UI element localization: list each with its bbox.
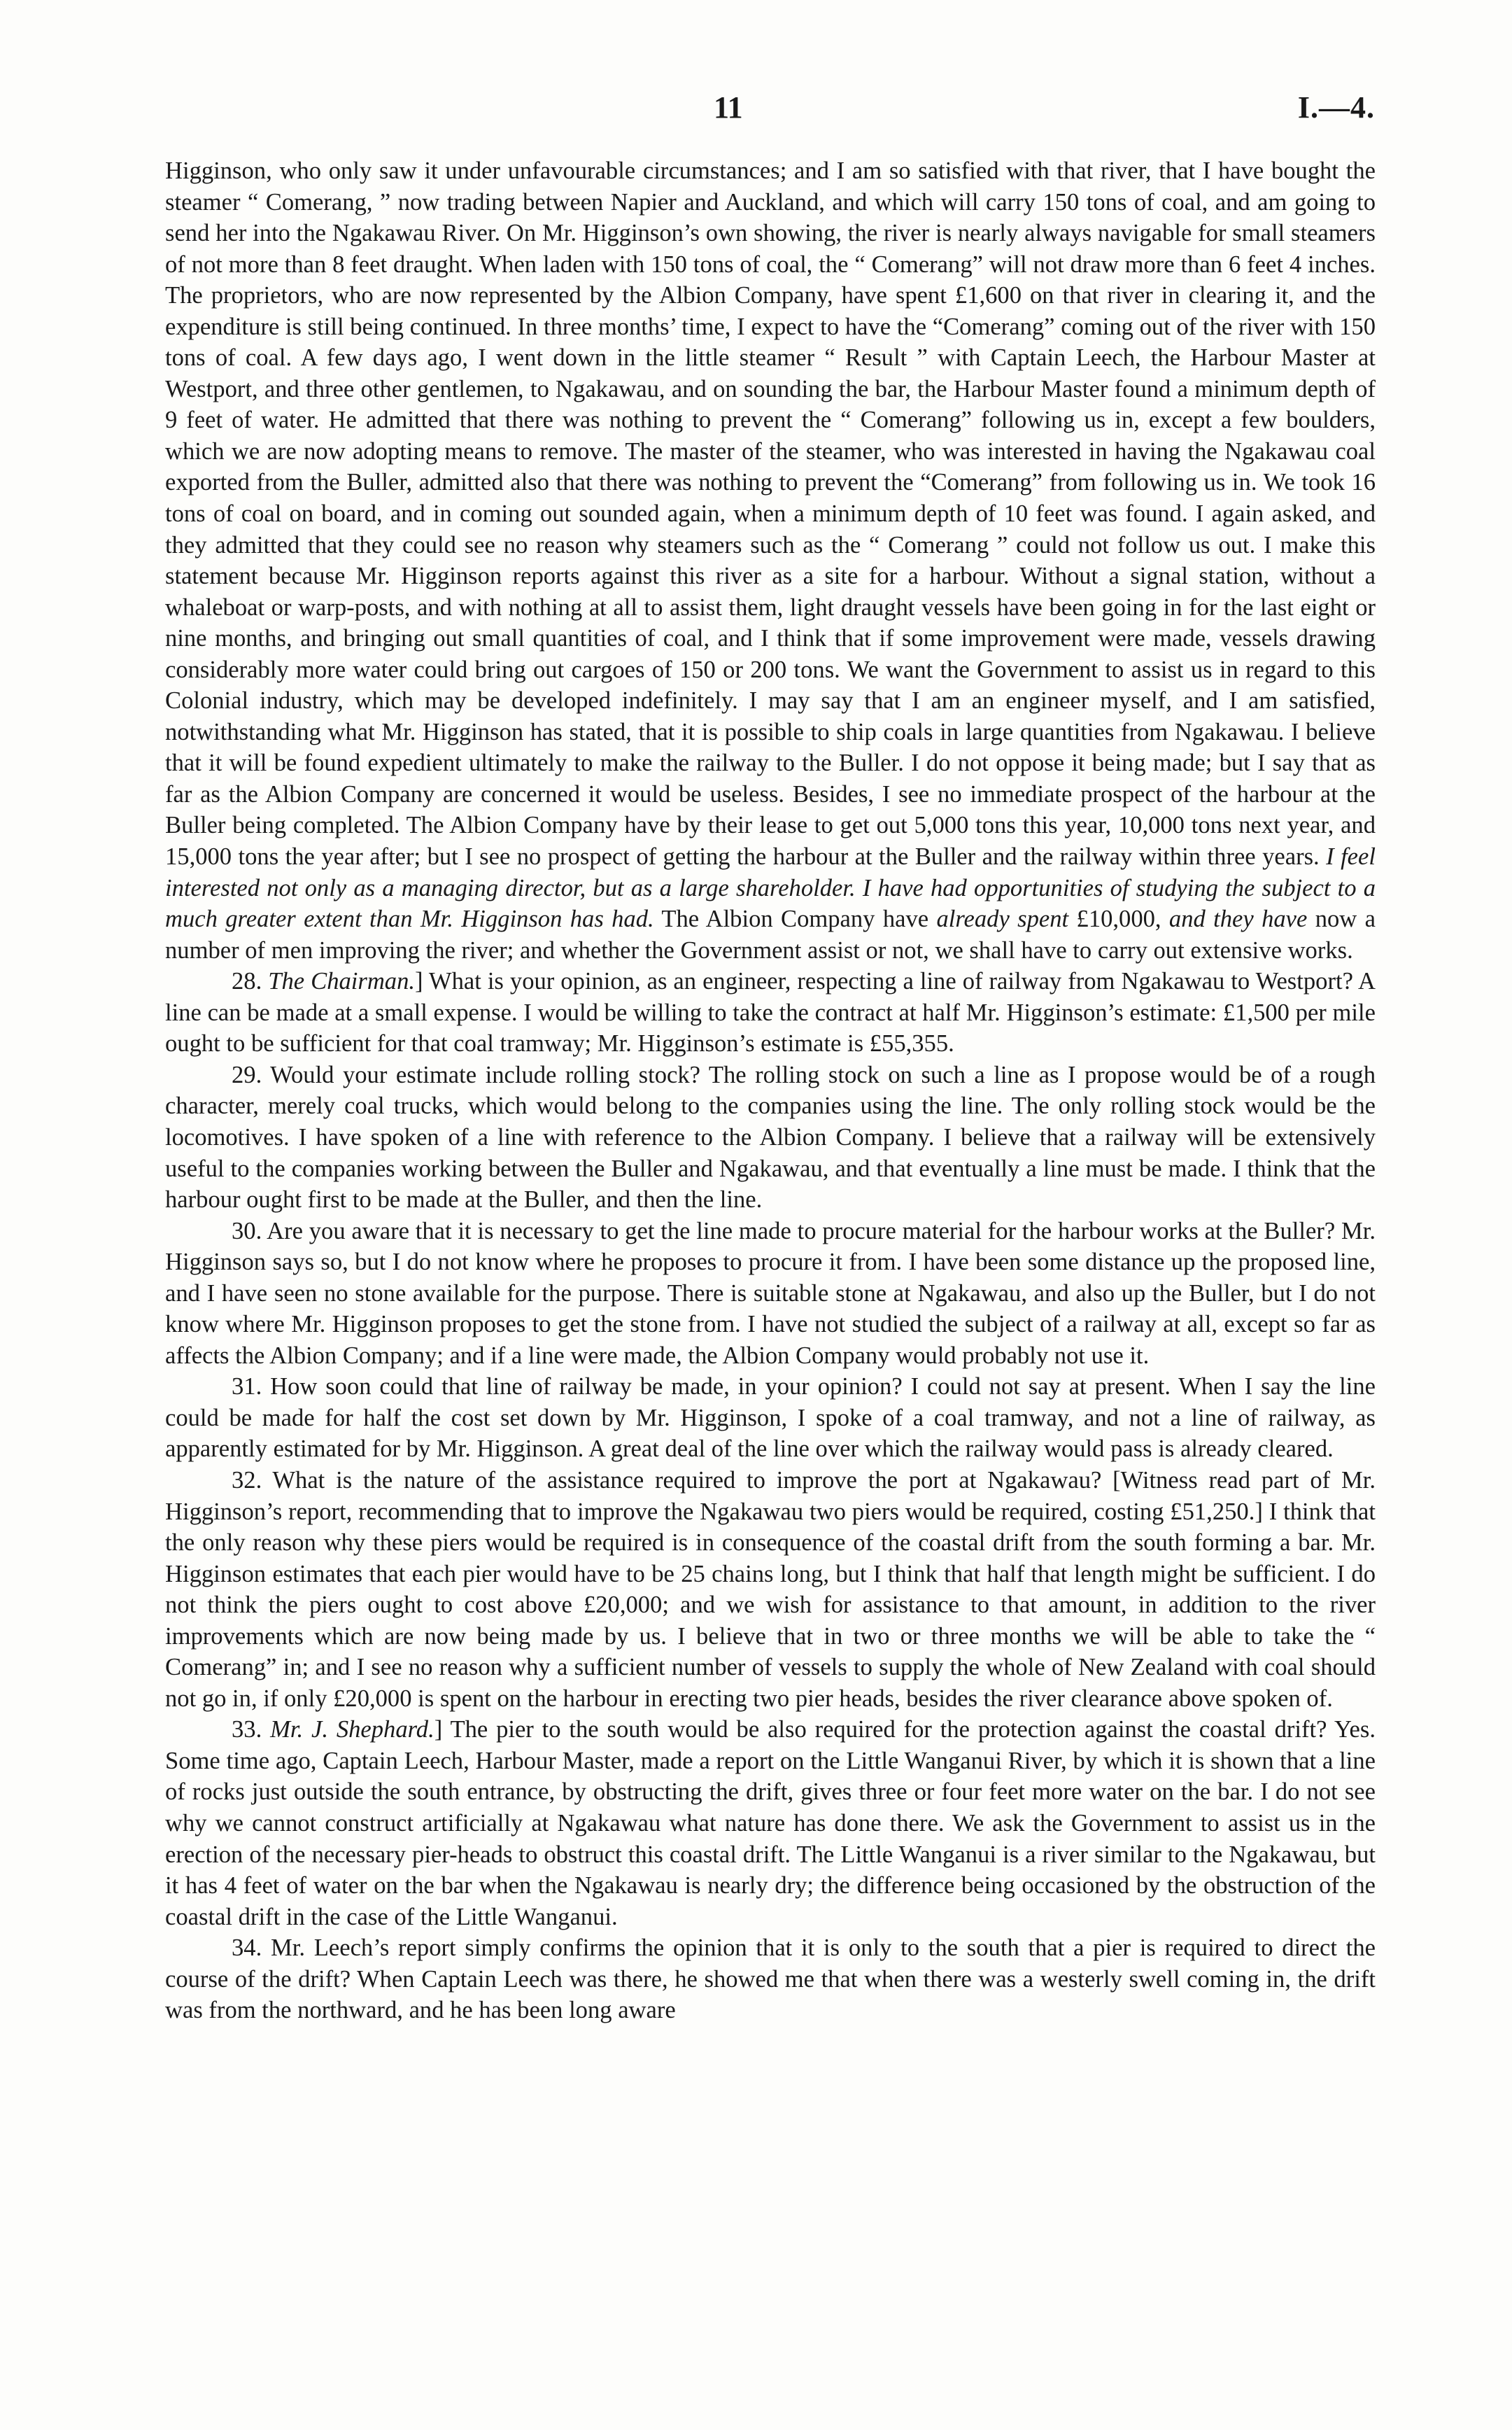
speaker-name: Mr. J. Shephard. [270, 1716, 434, 1743]
paragraph-continuation: Higginson, who only saw it under unfavourable circumstances; and I am so satisfied with that river, that I have bought the steamer “ Comerang, ” now trading between Napier and Auckland, and which will carry 150 tons of coal, and am going to send her into the Ngakawau River. On Mr. Higginson’s own showing, the river is nearly always navigable for small steamers of not more than 8 feet draught. When laden with 150 tons of coal, the “ Comerang” will not draw more than 6 feet 4 inches. The proprietors, who are now represented by the Albion Company, have spent £1,600 on that river in clearing it, and the expenditure is still being continued. In three months’ time, I expect to have the “Comerang” coming out of the river with 150 tons of coal. A few days ago, I went down in the little steamer “ Result ” with Captain Leech, the Harbour Master at Westport, and three other gentlemen, to Ngakawau, and on sounding the bar, the Harbour Master found a minimum depth of 9 feet of water. He admitted that there was nothing to prevent the “ Comerang” following us in, except a few boulders, which we are now adopting means to remove. The master of the steamer, who was interested in having the Ngakawau coal exported from the Buller, admitted also that there was nothing to prevent the “Comerang” from following us in. We took 16 tons of coal on board, and in coming out sounded again, when a minimum depth of 10 feet was found. I again asked, and they admitted that they could see no reason why steamers such as the “ Comerang ” could not follow us out. I make this statement because Mr. Higginson reports against this river as a site for a harbour. Without a signal station, without a whaleboat or warp-posts, and with nothing at all to assist them, light draught vessels have been going in for the last eight or nine months, and bringing out small quantities of coal, and I think that if some improvement were made, vessels drawing considerably more water could bring out cargoes of 150 or 200 tons. We want the Government to assist us in regard to this Colonial industry, which may be developed indefinitely. I may say that I am an engineer myself, and I am satisfied, notwithstanding what Mr. Higginson has stated, that it is possible to ship coals in large quantities from Ngakawau. I believe that it will be found expedient ultimately to make the railway to the Buller. I do not oppose it being made; but I say that as far as the Albion Company are concerned it would be useless. Besides, I see no immediate prospect of the harbour at the Buller being completed. The Albion Company have by their lease to get out 5,000 tons this year, 10,000 tons next year, and 15,000 tons the year after; but I see no prospect of getting the harbour at the Buller and the railway within three years. I feel interested not only as a managing director, but as a large shareholder. I have had opportunities of studying the subject to a much greater extent than Mr. Higginson has had. The Albion Company have already spent £10,000, and they have now a number of men improving the river; and whether the Government assist or not, we shall have to carry out extensive works. [165, 157, 1376, 964]
question-33: 33. Mr. J. Shephard.] The pier to the south would be also required for the protection against the coastal drift? Yes. Some time ago, Captain Leech, Harbour Master, made a report on the Little Wanganui River, by which it is shown that a line of rocks just outside the south entrance, by obstructing the drift, gives three or four feet more water on the bar. I do not see why we cannot construct artificially at Ngakawau what nature has done there. We ask the Government to assist us in the erection of the necessary pier-heads to obstruct this coastal drift. The Little Wanganui is a river similar to the Ngakawau, but it has 4 feet of water on the bar when the Ngakawau is nearly dry; the difference being occasioned by the obstruction of the coastal drift in the case of the Little Wanganui. [165, 1716, 1376, 1930]
question-30: 30. Are you aware that it is necessary to get the line made to procure material for the harbour works at the Buller? Mr. Higginson says so, but I do not know where he proposes to procure it from. I have been some distance up the proposed line, and I have seen no stone available for the purpose. There is suitable stone at Ngakawau, and also up the Buller, but I do not know where Mr. Higginson proposes to get the stone from. I have not studied the subject of a railway at all, except so far as affects the Albion Company; and if a line were made, the Albion Company would probably not use it. [165, 1217, 1376, 1369]
question-32: 32. What is the nature of the assistance required to improve the port at Ngakawau? [Witness read part of Mr. Higginson’s report, recommending that to improve the Ngakawau two piers would be required, costing £51,250.] I think that the only reason why these piers would be required is in consequence of the coastal drift from the south forming a bar. Mr. Higginson estimates that each pier would have to be 25 chains long, but I think that half that length might be sufficient. I do not think the piers ought to cost above £20,000; and we wish for assistance to that amount, in addition to the river improvements which are now being made by us. I believe that in two or three months we will be able to take the “ Comerang” in; and I see no reason why a sufficient number of vessels to supply the whole of New Zealand with coal should not go in, if only £20,000 is spent on the harbour in erecting two pier heads, besides the river clearance above spoken of. [165, 1466, 1376, 1712]
page-header [0, 90, 1512, 132]
italic-statement: I feel interested not only as a managing director, but as a large shareholder. I have had opportunities of studying the subject to a much greater extent than Mr. Higginson has had. [165, 843, 1376, 933]
body-text [165, 155, 1376, 2026]
question-28: 28. The Chairman.] What is your opinion, as an engineer, respecting a line of railway from Ngakawau to Westport? A line can be made at a small expense. I would be willing to take the contract at half Mr. Higginson’s estimate: £1,500 per mile ought to be sufficient for that coal tramway; Mr. Higginson’s estimate is £55,355. [165, 968, 1376, 1058]
speaker-name: The Chairman. [268, 968, 416, 995]
question-34: 34. Mr. Leech’s report simply confirms the opinion that it is only to the south that a pier is required to direct the course of the drift? When Captain Leech was there, he showed me that when there was a westerly swell coming in, the drift was from the northward, and he has been long aware [165, 1934, 1376, 2024]
question-29: 29. Would your estimate include rolling stock? The rolling stock on such a line as I propose would be of a rough character, merely coal trucks, which would belong to the companies using the line. The only rolling stock would be the locomotives. I have spoken of a line with reference to the Albion Company. I believe that a railway will be extensively useful to the companies working between the Buller and Ngakawau, and that eventually a line must be made. I think that the harbour ought first to be made at the Buller, and then the line. [165, 1061, 1376, 1214]
document-reference: I.—4. [1297, 90, 1375, 125]
question-31: 31. How soon could that line of railway be made, in your opinion? I could not say at present. When I say the line could be made for half the cost set down by Mr. Higginson, I spoke of a coal tramway, and not a line of railway, as apparently estimated for by Mr. Higginson. A great deal of the line over which the railway would pass is already cleared. [165, 1373, 1376, 1463]
page-number: 11 [714, 90, 743, 125]
